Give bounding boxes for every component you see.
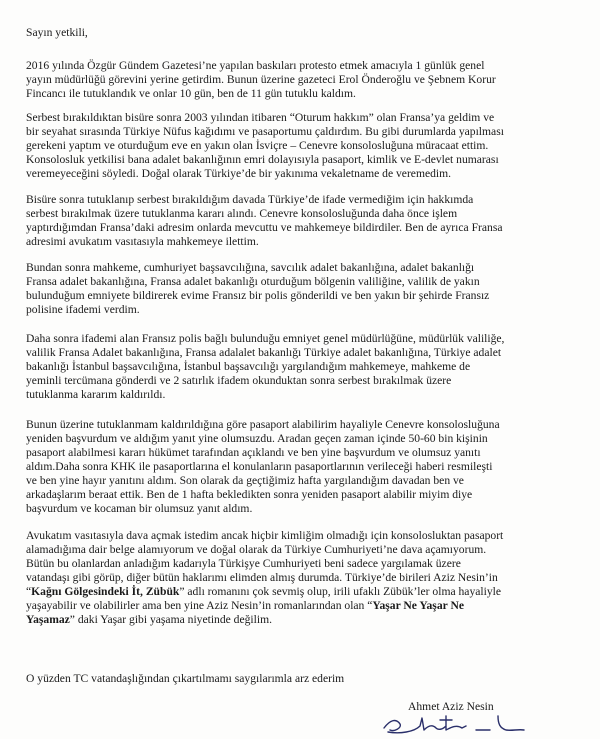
paragraph-7-line: Bütün bu olanlardan anladığım kadarıyla Türkişye Cumhuriyeti beni sadece yargılamak üzere — [26, 557, 461, 570]
paragraph-6-line: başvurdum ve kocaman bir olumsuz yanıt aldım. — [26, 502, 253, 515]
paragraph-1-line: Fincancı ile tutuklandık ve onlar 10 gün, ben de 11 gün tutuklu kaldım. — [26, 87, 356, 100]
paragraph-2-line: veremeyeceğini söyledi. Doğal olarak Türkiye’de bir yakınıma vekaletname de veremedim. — [26, 167, 452, 180]
paragraph-4-line: polisine ifademi verdim. — [26, 303, 140, 316]
text-fragment: ” daki Yaşar gibi yaşama niyetinde değilim. — [69, 613, 273, 626]
paragraph-3-line: Bisüre sonra tutuklanıp serbest bırakıldığım davada Türkiye’de ifade vermediğim için hakkımda — [26, 193, 474, 206]
paragraph-7-line: alamadığıma dair belge alamıyorum ve doğal olarak da Türkiye Cumhuriyeti’ne dava açamıyorum. — [26, 543, 487, 556]
book-title-kagni: Kağnı Gölgesindeki İt, Zübük — [31, 585, 180, 598]
paragraph-6-line: ve ben yine hayır yanıtını aldım. Son olarak da geçtiğimiz hafta yargılandığım davadan ben ve — [26, 474, 464, 487]
paragraph-7 — [26, 529, 586, 627]
paragraph-1-line: 2016 yılında Özgür Gündem Gazetesi’ne yapılan baskıları protesto etmek amacıyla 1 günlük genel — [26, 59, 485, 72]
paragraph-7-line: Avukatım vasıtasıyla dava açmak istedim ancak hiçbir kimliğim olmadığı için konsolosluktan pasaport — [26, 529, 504, 542]
book-title-yasar-part1: Yaşar Ne Yaşar Ne — [372, 599, 464, 612]
paragraph-6-line: arkadaşlarım beraat ettik. Ben de 1 hafta bekledikten sonra yeniden pasaport alabilir miyim diye — [26, 488, 473, 501]
paragraph-3 — [26, 193, 586, 249]
paragraph-4 — [26, 261, 586, 317]
paragraph-7-line — [26, 585, 586, 599]
greeting: Sayın yetkili, — [26, 26, 88, 39]
paragraph-6-line: yeniden başvurdum ve aldığım yanıt yine olumsuzdu. Aradan geçen zaman içinde 50-60 bin kişinin — [26, 432, 488, 445]
paragraph-4-line: Bundan sonra mahkeme, cumhuriyet başsavcılığına, savcılık adalet bakanlığına, adalet bakanlığı — [26, 261, 475, 274]
paragraph-5-line: valilik Fransa Adalet bakanlığına, Fransa adalalet bakanlığı Türkiye adalet bakanlığına, Türkiye adalet — [26, 346, 502, 359]
paragraph-2 — [26, 111, 586, 181]
closing-sentence: O yüzden TC vatandaşlığından çıkartılmamı saygılarımla arz ederim — [26, 672, 345, 685]
text-fragment: ” adlı romanını çok sevmiş olup, irili ufaklı Zübük’ler olma hayaliyle — [179, 585, 502, 598]
paragraph-5-line: bakanlığı İstanbul başsavcılığına, İstanbul başsavcılığı yargılandığım mahkemeye, mahkeme de — [26, 360, 471, 373]
paragraph-3-line: yaptırdığımdan Fransa’daki adresim onlarda mevcuttu ve mahkemeye bildirdiler. Ben de ayrıca Fransa — [26, 221, 503, 234]
paragraph-2-line: Konsolosluk yetkilisi bana adalet bakanlığının emri dolayısıyla pasaport, kimlik ve E-devlet numarası — [26, 153, 499, 166]
paragraph-6 — [26, 418, 586, 516]
paragraph-3-line: adresimi avukatım vasıtasıyla mahkemeye ilettim. — [26, 235, 259, 248]
paragraph-5-line: tutuklanma kararım kaldırıldı. — [26, 388, 166, 401]
handwritten-signature — [380, 710, 530, 736]
paragraph-6-line: pasaport alabilmesi kararı hükümet tarafından açıklandı ve ben yine başvurdum ve olumsuz yanıtı — [26, 446, 481, 459]
quote-open: “ — [26, 585, 32, 598]
paragraph-1-line: yayın müdürlüğü görevini yerine getirdim. Bunun üzerine gazeteci Erol Önderoğlu ve Şebnem Korur — [26, 73, 496, 86]
book-title-yasar-part2: Yaşamaz — [26, 613, 70, 626]
paragraph-2-line: gerekeni yaptım ve oturduğum eve en yakın olan İsviçre – Cenevre konsolosluğuna müracaat ettim. — [26, 139, 489, 152]
paragraph-2-line: Serbest bırakıldıktan bisüre sonra 2003 yılından itibaren “Oturum hakkım” olan Fransa’ya geldim ve — [26, 111, 495, 124]
paragraph-4-line: Fransa adalet bakanlığına, Fransa adalet bakanlığı oturduğum bölgenin valiliğine, valilik de yakın — [26, 275, 480, 288]
paragraph-1 — [26, 59, 586, 101]
paragraph-7-line — [26, 599, 586, 613]
paragraph-6-line: Bunun üzerine tutuklanmam kaldırıldığına göre pasaport alabilirim hayaliyle Cenevre konsolosluğuna — [26, 418, 500, 431]
signer-name: Ahmet Aziz Nesin — [408, 700, 494, 713]
paragraph-5-line: Daha sonra ifademi alan Fransız polis bağlı bulunduğu emniyet genel müdürlüğüne, müdürlük valiliğe, — [26, 332, 505, 345]
paragraph-3-line: serbest bırakılmak üzere tutuklanma kararı alındı. Cenevre konsolosluğunda daha önce işlem — [26, 207, 458, 220]
paragraph-5 — [26, 332, 586, 402]
paragraph-2-line: bir seyahat sırasında Türkiye Nüfus kağıdımı ve pasaportumu çaldırdım. Bu gibi durumlarda yapılması — [26, 125, 504, 138]
paragraph-4-line: bulunduğum emniyete bildirerek evime Fransız bir polis gönderildi ve ben yakın bir şehirde Fransız — [26, 289, 490, 302]
paragraph-6-line: aldım.Daha sonra KHK ile pasaportlarına el konulanların pasaportlarının verileceği haberi resmileşti — [26, 460, 493, 473]
paragraph-7-line — [26, 613, 586, 627]
text-fragment: yaşayabilir ve olabilirler ama ben yine Aziz Nesin’in romanlarından olan “ — [26, 599, 373, 612]
paragraph-5-line: yeminli tercümana gönderdi ve 2 satırlık ifadem okunduktan sonra serbest bırakılmak üzere — [26, 374, 452, 387]
paragraph-7-line: vatandaşı gibi görüp, diğer bütün haklarımı elimden almış durumda. Türkiye’de birileri Aziz Nesin’in — [26, 571, 498, 584]
